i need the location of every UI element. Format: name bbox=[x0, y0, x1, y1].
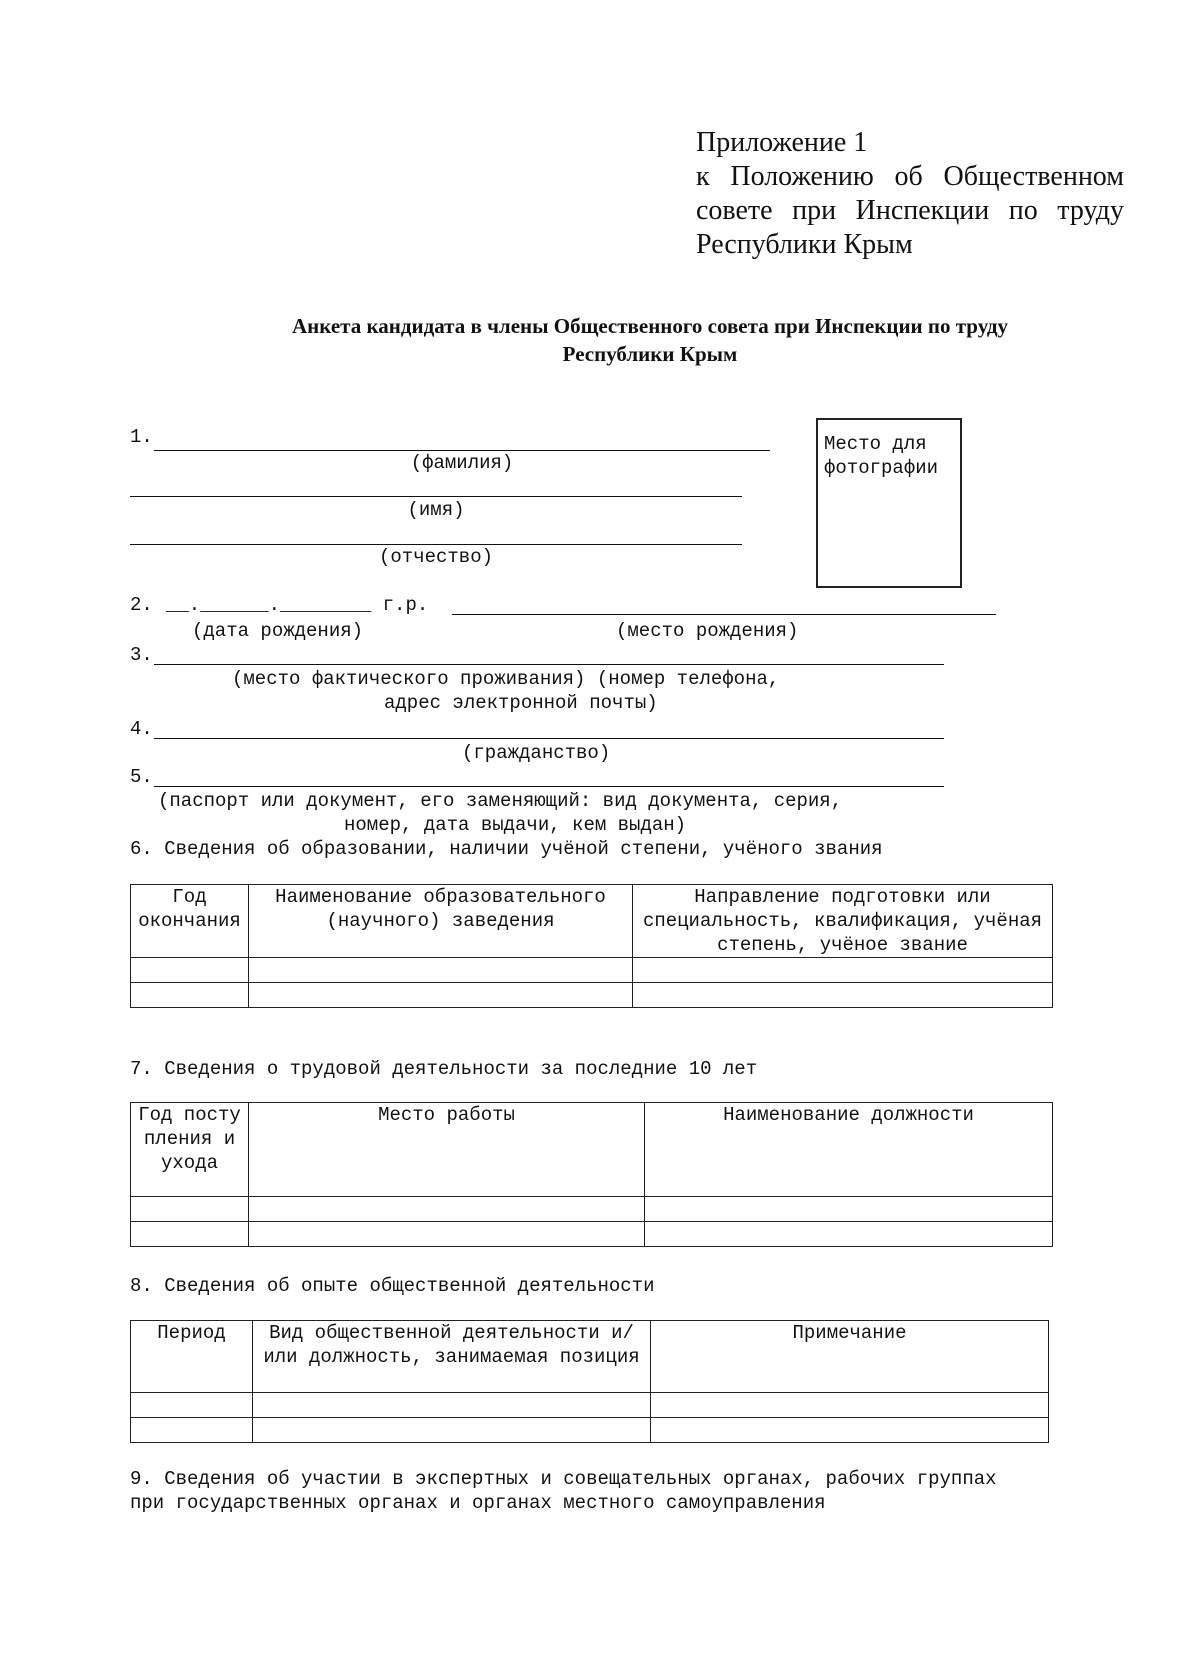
birth-date-mask[interactable]: __.______.________ г.р. bbox=[166, 594, 429, 616]
employment-col-workplace: Место работы bbox=[249, 1103, 645, 1197]
table-row[interactable] bbox=[131, 1222, 1053, 1247]
form-title-line-2: Республики Крым bbox=[562, 342, 738, 366]
patronymic-caption: (отчество) bbox=[378, 546, 494, 568]
table-row[interactable] bbox=[131, 1197, 1053, 1222]
public-activity-table bbox=[130, 1320, 1049, 1443]
appendix-line-3: совете при Инспекции по труду bbox=[696, 195, 1124, 226]
appendix-line-1: Приложение 1 bbox=[696, 127, 868, 158]
table-row[interactable] bbox=[131, 983, 1053, 1008]
first-name-line[interactable] bbox=[130, 496, 742, 497]
birth-place-line[interactable] bbox=[452, 614, 996, 615]
residence-caption-1: (место фактического проживания) (номер телефона, bbox=[232, 668, 780, 690]
residence-caption-2: адрес электронной почты) bbox=[384, 692, 658, 714]
field-number-3: 3. bbox=[130, 644, 153, 666]
passport-caption-2: номер, дата выдачи, кем выдан) bbox=[344, 814, 687, 836]
education-col-specialty: Направление подготовки или специальность, квалификация, учёная степень, учёное звание bbox=[633, 885, 1053, 958]
citizenship-caption: (гражданство) bbox=[462, 742, 611, 764]
passport-caption-1: (паспорт или документ, его заменяющий: вид документа, серия, bbox=[158, 790, 843, 812]
education-col-year: Год окончания bbox=[131, 885, 249, 958]
employment-col-position: Наименование должности bbox=[645, 1103, 1053, 1197]
passport-line[interactable] bbox=[154, 786, 944, 787]
public-activity-table-header bbox=[131, 1321, 1049, 1393]
patronymic-line[interactable] bbox=[130, 544, 742, 545]
employment-table bbox=[130, 1102, 1053, 1247]
section-9-heading-line-1: 9. Сведения об участии в экспертных и совещательных органах, рабочих группах bbox=[130, 1468, 997, 1490]
employment-col-years: Год поступления и ухода bbox=[131, 1103, 249, 1197]
appendix-line-4: Республики Крым bbox=[696, 229, 913, 260]
field-number-5: 5. bbox=[130, 766, 153, 788]
employment-table-header bbox=[131, 1103, 1053, 1197]
section-9-heading-line-2: при государственных органах и органах местного самоуправления bbox=[130, 1492, 826, 1514]
field-number-1: 1. bbox=[130, 426, 153, 448]
table-row[interactable] bbox=[131, 1393, 1049, 1418]
photo-placeholder-box bbox=[816, 418, 962, 588]
section-6-heading: 6. Сведения об образовании, наличии учёной степени, учёного звания bbox=[130, 838, 883, 860]
birth-place-caption: (место рождения) bbox=[616, 620, 799, 642]
surname-line[interactable] bbox=[154, 450, 770, 451]
section-7-heading: 7. Сведения о трудовой деятельности за последние 10 лет bbox=[130, 1058, 758, 1080]
education-table bbox=[130, 884, 1053, 1008]
table-row[interactable] bbox=[131, 958, 1053, 983]
table-row[interactable] bbox=[131, 1418, 1049, 1443]
public-activity-col-type: Вид общественной деятельности и/или должность, занимаемая позиция bbox=[253, 1321, 651, 1393]
section-8-heading: 8. Сведения об опыте общественной деятельности bbox=[130, 1275, 655, 1297]
birth-date-caption: (дата рождения) bbox=[192, 620, 364, 642]
surname-caption: (фамилия) bbox=[410, 452, 514, 474]
education-col-institution: Наименование образовательного (научного) заведения bbox=[249, 885, 633, 958]
citizenship-line[interactable] bbox=[154, 738, 944, 739]
appendix-line-2: к Положению об Общественном bbox=[696, 161, 1124, 192]
public-activity-col-period: Период bbox=[131, 1321, 253, 1393]
appendix-header bbox=[696, 126, 1124, 262]
field-number-2: 2. bbox=[130, 594, 153, 616]
field-number-4: 4. bbox=[130, 718, 153, 740]
photo-placeholder-label: Место для фотографии bbox=[824, 433, 939, 479]
first-name-caption: (имя) bbox=[407, 499, 465, 521]
education-table-header bbox=[131, 885, 1053, 958]
public-activity-col-note: Примечание bbox=[651, 1321, 1049, 1393]
residence-line[interactable] bbox=[154, 664, 944, 665]
form-title-line-1: Анкета кандидата в члены Общественного совета при Инспекции по труду bbox=[291, 314, 1009, 338]
